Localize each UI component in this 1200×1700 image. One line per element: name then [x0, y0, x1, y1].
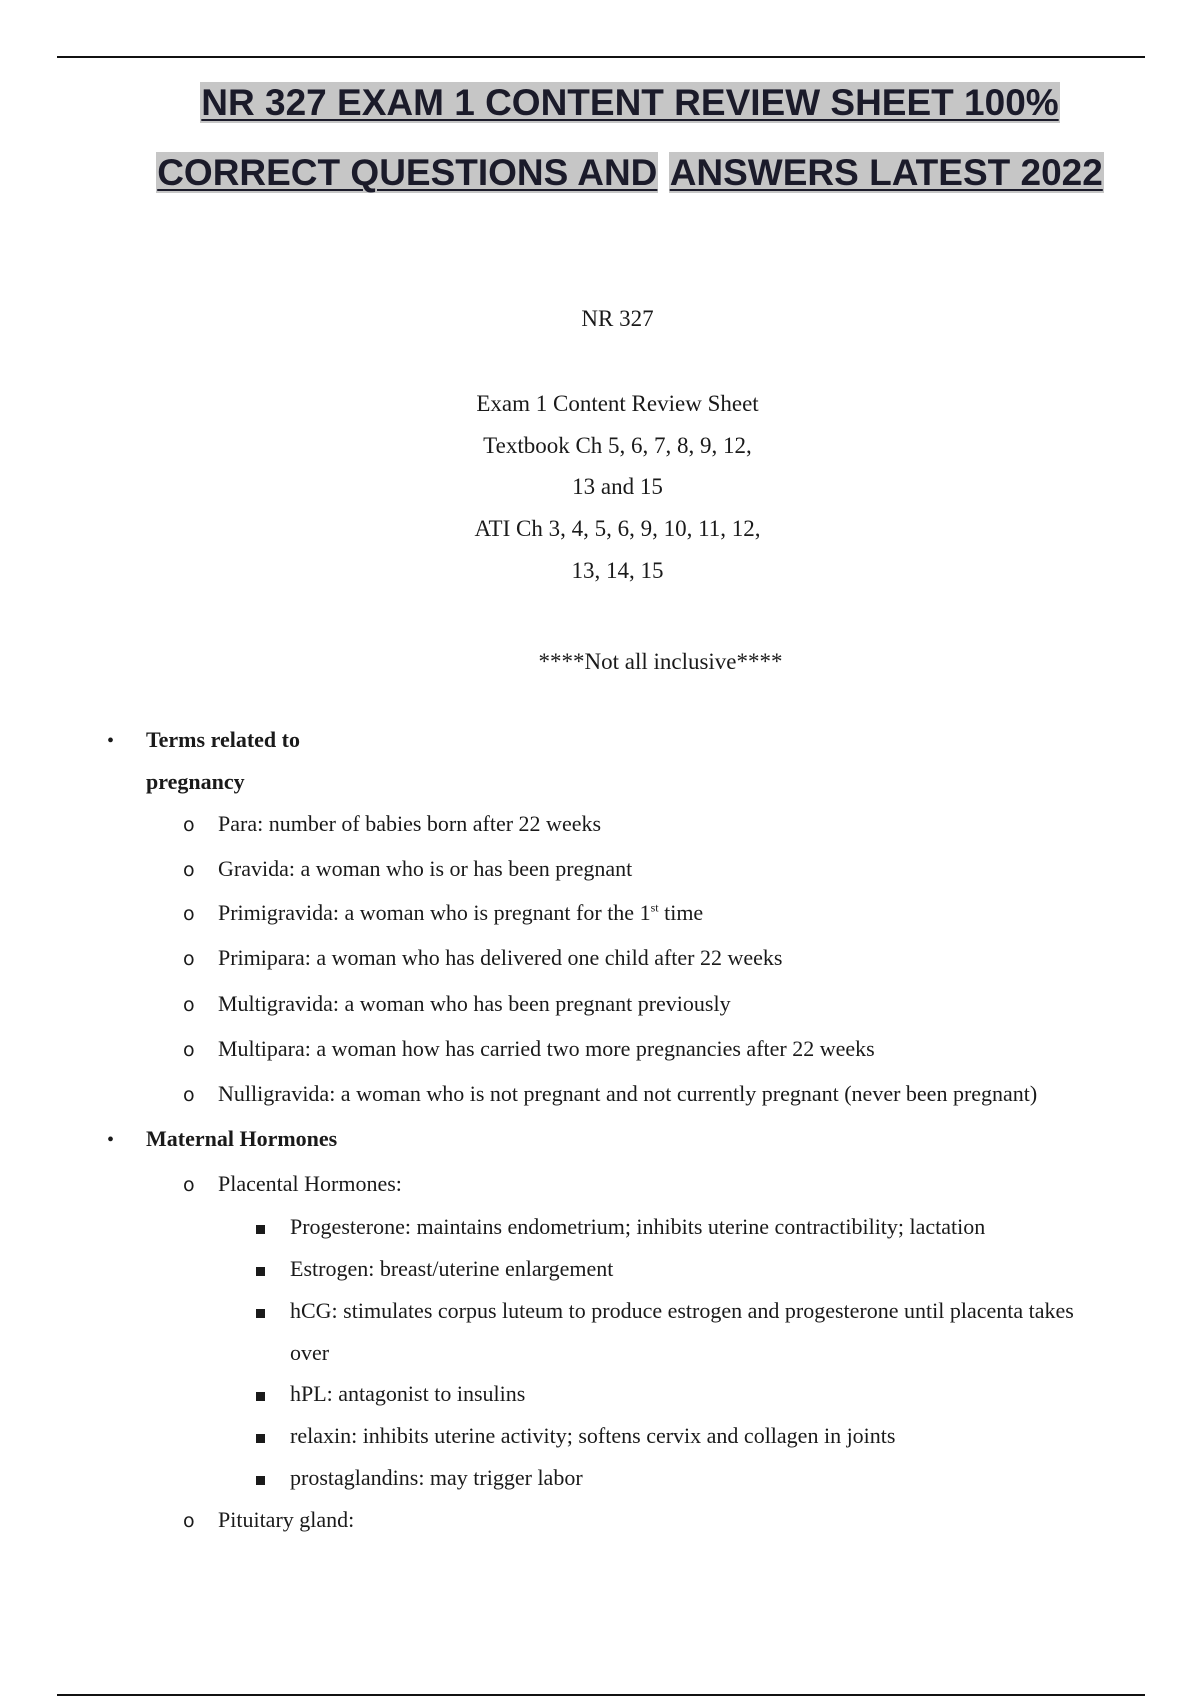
document-title	[100, 68, 1160, 208]
ati-chapters-line-2: 13, 14, 15	[571, 558, 664, 583]
circle-bullet-icon: o	[183, 948, 195, 970]
section-heading-terms-cont: pregnancy	[146, 769, 245, 794]
circle-bullet-icon: o	[183, 903, 195, 925]
square-bullet-icon	[256, 1392, 265, 1401]
circle-bullet-icon: o	[183, 814, 195, 836]
hormone-item: hCG: stimulates corpus luteum to produce estrogen and progesterone until placenta takes	[290, 1298, 1074, 1323]
top-rule	[57, 56, 1145, 58]
bullet-icon: •	[107, 1129, 115, 1151]
term-item: Multipara: a woman how has carried two more pregnancies after 22 weeks	[218, 1036, 875, 1061]
circle-bullet-icon: o	[183, 1084, 195, 1106]
title-line-2a: CORRECT QUESTIONS AND	[157, 152, 658, 193]
hormone-item: relaxin: inhibits uterine activity; softens cervix and collagen in joints	[290, 1423, 896, 1448]
textbook-chapters-line-1: Textbook Ch 5, 6, 7, 8, 9, 12,	[483, 433, 752, 458]
term-item: Primipara: a woman who has delivered one child after 22 weeks	[218, 945, 783, 970]
pituitary-gland-label: Pituitary gland:	[218, 1507, 355, 1532]
course-code: NR 327	[581, 306, 654, 331]
square-bullet-icon	[256, 1309, 265, 1318]
textbook-chapters-line-2: 13 and 15	[572, 474, 663, 499]
circle-bullet-icon: o	[183, 1510, 195, 1532]
circle-bullet-icon: o	[183, 1039, 195, 1061]
section-heading-terms: Terms related to	[146, 727, 300, 752]
circle-bullet-icon: o	[183, 1174, 195, 1196]
term-item: Para: number of babies born after 22 weeks	[218, 811, 602, 836]
term-item: Multigravida: a woman who has been pregnant previously	[218, 991, 731, 1016]
bullet-icon: •	[107, 730, 115, 752]
square-bullet-icon	[256, 1476, 265, 1485]
not-inclusive-note: ****Not all inclusive****	[538, 649, 783, 674]
term-item: Gravida: a woman who is or has been pregnant	[218, 856, 633, 881]
hormone-item: Estrogen: breast/uterine enlargement	[290, 1256, 614, 1281]
hormone-item-continuation: over	[290, 1340, 330, 1365]
hormone-item: hPL: antagonist to insulins	[290, 1381, 526, 1406]
circle-bullet-icon: o	[183, 994, 195, 1016]
title-line-1: NR 327 EXAM 1 CONTENT REVIEW SHEET 100%	[201, 82, 1059, 123]
hormone-item: Progesterone: maintains endometrium; inhibits uterine contractibility; lactation	[290, 1214, 986, 1239]
square-bullet-icon	[256, 1267, 265, 1276]
square-bullet-icon	[256, 1434, 265, 1443]
term-item: Primigravida: a woman who is pregnant for the 1st time	[218, 900, 704, 925]
term-item: Nulligravida: a woman who is not pregnant and not currently pregnant (never been pregnant)	[218, 1081, 1038, 1106]
sheet-name: Exam 1 Content Review Sheet	[476, 391, 759, 416]
section-heading-hormones: Maternal Hormones	[146, 1126, 338, 1151]
bottom-rule	[57, 1694, 1145, 1696]
title-line-2b: ANSWERS LATEST 2022	[669, 152, 1103, 193]
circle-bullet-icon: o	[183, 859, 195, 881]
hormone-item: prostaglandins: may trigger labor	[290, 1465, 583, 1490]
placental-hormones-label: Placental Hormones:	[218, 1171, 402, 1196]
square-bullet-icon	[256, 1225, 265, 1234]
ati-chapters-line-1: ATI Ch 3, 4, 5, 6, 9, 10, 11, 12,	[474, 516, 761, 541]
ordinal-suffix: st	[650, 900, 659, 915]
